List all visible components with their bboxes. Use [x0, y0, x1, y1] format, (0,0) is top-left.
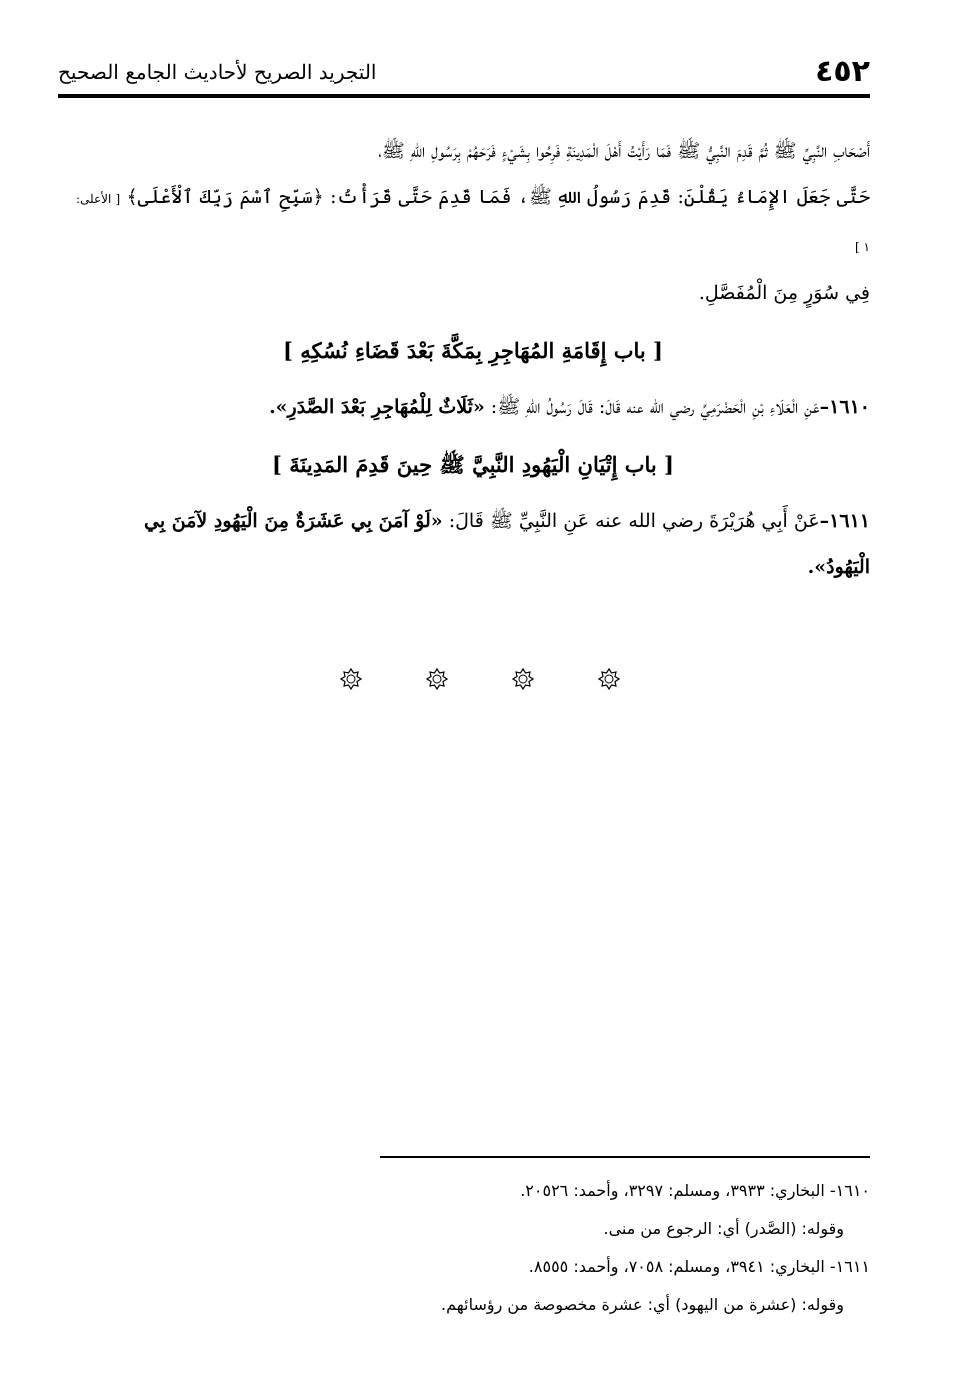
ornament-icon [340, 668, 362, 690]
hadith-quote: «ثَلَاثٌ لِلْمُهَاجِرِ بَعْدَ الصَّدَرِ». [269, 396, 485, 418]
hadith-quote: «لَوْ آمَنَ بِي عَشَرَةٌ مِنَ الْيَهُودِ لآمَنَ بِي الْيَهُودُ». [144, 510, 870, 578]
hadith-1610 [76, 384, 870, 430]
footnote-1610: ١٦١٠- البخاري: ٣٩٣٣، ومسلم: ٣٢٩٧، وأحمد: ٢٠٥٢٦. [520, 1181, 870, 1200]
hadith-number: ١٦١١– [819, 510, 870, 532]
hadith-1611 [76, 498, 870, 590]
main-text [76, 128, 870, 590]
ornament-icon [512, 668, 534, 690]
paragraph-line-2-text: حَتَّى جَعَلَ الإِمَاءُ يَقُلْنَ: قَدِمَ رَسُولُ اللهِ ﷺ، فَمَا قَدِمَ حَتَّى قَرَأْتُ: ﴿سَبِّحِ ٱسْمَ رَبِّكَ ٱلْأَعْلَى﴾ [126, 186, 870, 208]
page-header [58, 52, 870, 92]
footnote-rule [380, 1156, 870, 1158]
quran-reference: [ الأعلى: ١ ] [76, 192, 870, 254]
section-end-ornaments [340, 664, 620, 694]
footnote-1611: ١٦١١- البخاري: ٣٩٤١، ومسلم: ٧٠٥٨، وأحمد: ٨٥٥٥. [528, 1257, 870, 1276]
paragraph-line-3: فِي سُوَرٍ مِنَ الْمُفَصَّلِ. [698, 282, 870, 304]
running-title: التجريد الصريح لأحاديث الجامع الصحيح [58, 60, 377, 84]
chapter-heading-2: [ باب إِتْيَانِ الْيَهُودِ النَّبِيَّ ﷺ حِينَ قَدِمَ المَدِينَةَ ] [272, 452, 674, 477]
hadith-text: عَنْ أَبِي هُرَيْرَةَ رضي الله عنه عَنِ النَّبِيِّ ﷺ قَالَ: [442, 510, 820, 532]
chapter-heading-1: [ باب إِقَامَةِ المُهَاجِرِ بِمَكَّةَ بَعْدَ قَضَاءِ نُسُكِهِ ] [283, 338, 663, 363]
paragraph-line-1: أَصْحَابِ النَّبِيِّ ﷺ ثُمَّ قَدِمَ النَّبِيُّ ﷺ فَمَا رَأَيْتُ أَهْلَ الْمَدِينَةِ فَرِحُوا بِشَيْءٍ فَرَحَهُمْ بِرَسُولِ اللهِ ﷺ، [378, 140, 870, 162]
ornament-icon [598, 668, 620, 690]
page-number: ٤٥٢ [815, 54, 870, 89]
footnote-1610-note: وقوله: (الصَّدر) أي: الرجوع من منى. [603, 1219, 844, 1238]
ornament-icon [426, 668, 448, 690]
hadith-number: ١٦١٠– [819, 396, 870, 418]
paragraph-line-2 [76, 174, 870, 270]
footnotes [300, 1172, 870, 1324]
hadith-text: عَنِ الْعَلَاءِ بْنِ الْحَضْرَمِيِّ رضي الله عنه قَالَ: قَالَ رَسُولُ اللهِ ﷺ: [484, 396, 820, 418]
footnote-1611-note: وقوله: (عشرة من اليهود) أي: عشرة مخصوصة من رؤسائهم. [441, 1295, 844, 1314]
header-rule [58, 94, 870, 98]
